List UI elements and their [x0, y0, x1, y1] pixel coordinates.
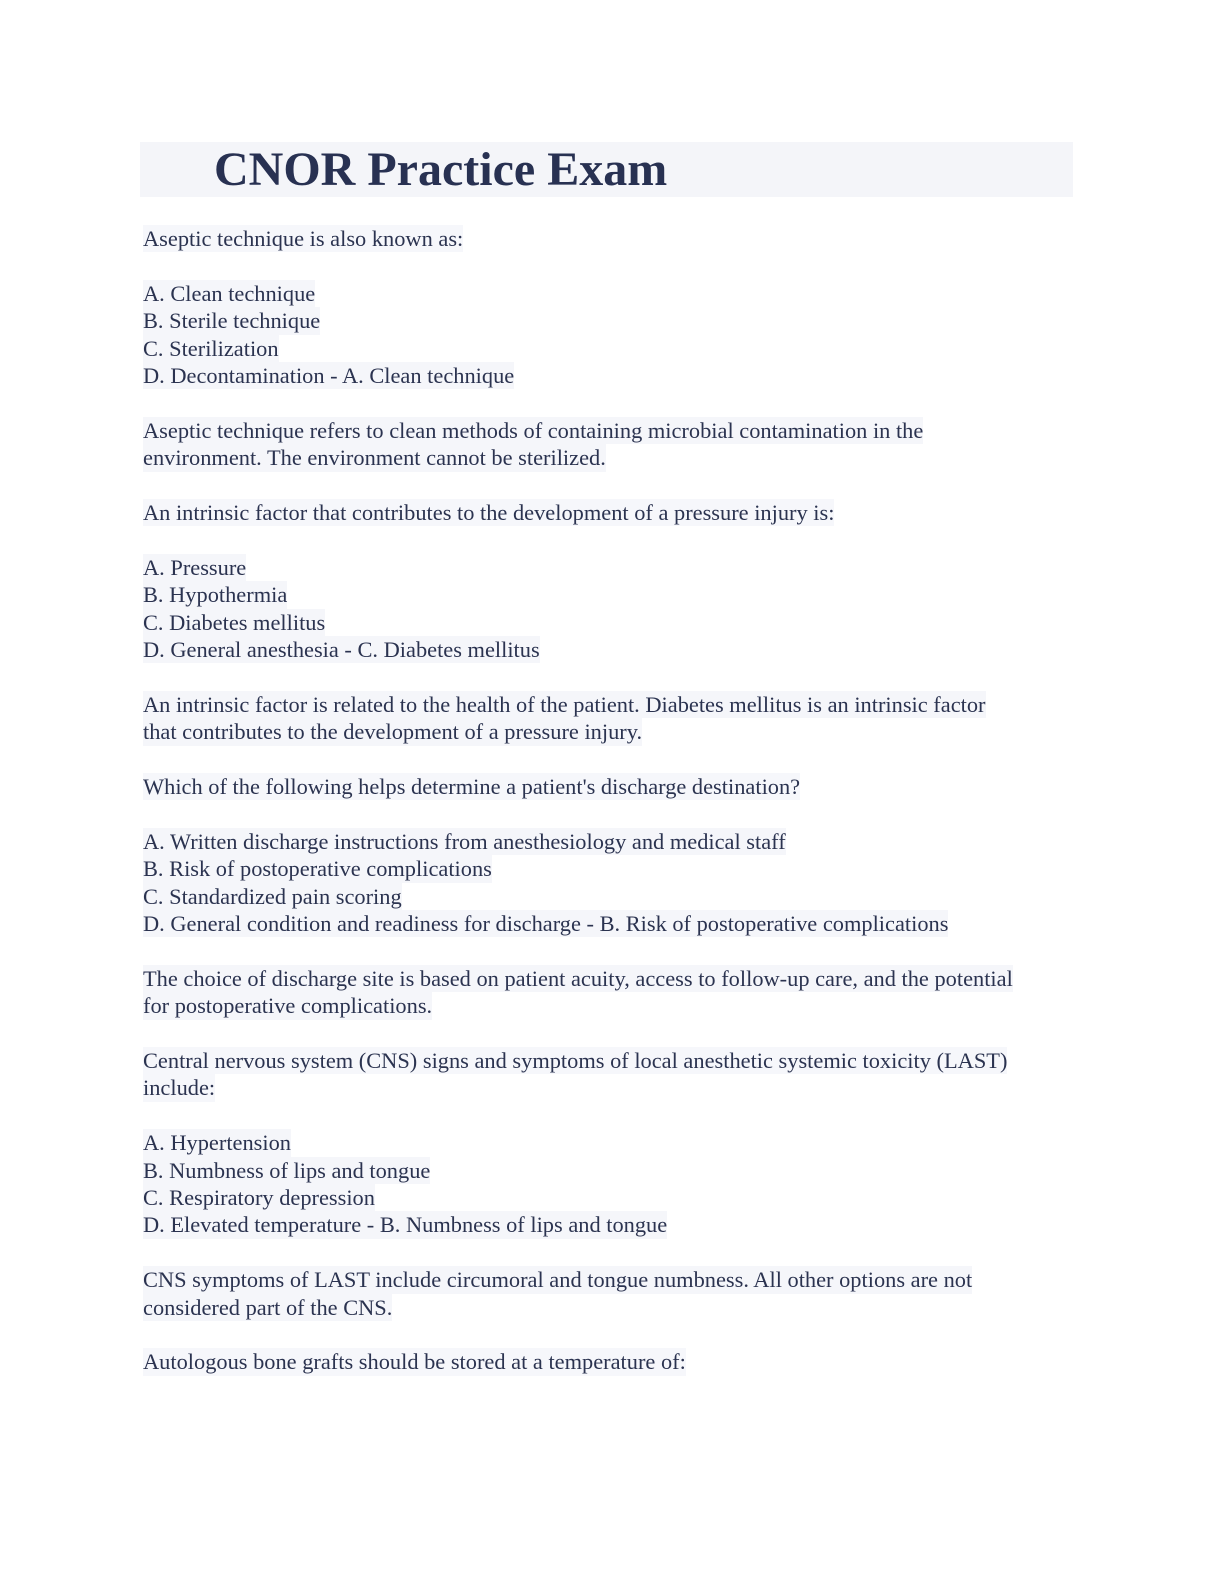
explanation-line: Aseptic technique refers to clean methods of containing microbial contamination in the	[143, 417, 924, 443]
question-line: An intrinsic factor that contributes to the development of a pressure injury is:	[143, 500, 835, 526]
explanation-line: environment. The environment cannot be sterilized.	[143, 445, 606, 471]
answer-option-with-answer: D. General condition and readiness for discharge - B. Risk of postoperative complications	[143, 911, 949, 937]
document-title: CNOR Practice Exam	[214, 143, 668, 196]
question-line: Which of the following helps determine a patient's discharge destination?	[143, 774, 801, 800]
answer-option-with-answer: D. Decontamination - A. Clean technique	[143, 363, 515, 389]
explanation-line: CNS symptoms of LAST include circumoral and tongue numbness. All other options are not	[143, 1267, 973, 1293]
question-text	[143, 499, 1078, 526]
answer-options	[143, 1129, 1078, 1239]
answer-options	[143, 280, 1078, 390]
explanation-line: that contributes to the development of a pressure injury.	[143, 719, 643, 745]
question-list	[143, 225, 1078, 1403]
explanation	[143, 965, 1078, 1020]
explanation	[143, 691, 1078, 746]
question-text	[143, 773, 1078, 800]
explanation	[143, 417, 1078, 472]
explanation-line: The choice of discharge site is based on patient acuity, access to follow-up care, and the potential	[143, 965, 1013, 991]
question-line: Central nervous system (CNS) signs and symptoms of local anesthetic systemic toxicity (LAST)	[143, 1048, 1008, 1074]
explanation	[143, 1266, 1078, 1321]
answer-option-with-answer: D. General anesthesia - C. Diabetes mellitus	[143, 637, 540, 663]
question-text	[143, 1348, 1078, 1375]
answer-option: B. Numbness of lips and tongue	[143, 1157, 431, 1183]
answer-option: B. Sterile technique	[143, 308, 321, 334]
question-line: include:	[143, 1075, 216, 1101]
answer-option: A. Written discharge instructions from anesthesiology and medical staff	[143, 828, 786, 854]
answer-options	[143, 554, 1078, 664]
answer-option: A. Clean technique	[143, 280, 316, 306]
explanation-line: considered part of the CNS.	[143, 1294, 393, 1320]
answer-option: C. Standardized pain scoring	[143, 883, 402, 909]
answer-option: B. Hypothermia	[143, 582, 288, 608]
answer-option: C. Sterilization	[143, 335, 279, 361]
question-line: Aseptic technique is also known as:	[143, 226, 464, 251]
answer-option: C. Respiratory depression	[143, 1185, 375, 1211]
answer-option: C. Diabetes mellitus	[143, 609, 326, 635]
explanation-line: for postoperative complications.	[143, 993, 433, 1019]
explanation-line: An intrinsic factor is related to the health of the patient. Diabetes mellitus is an intrinsic factor	[143, 691, 986, 717]
answer-option: A. Pressure	[143, 554, 247, 580]
answer-option: A. Hypertension	[143, 1130, 291, 1156]
question-line: Autologous bone grafts should be stored at a temperature of:	[143, 1349, 686, 1375]
answer-options	[143, 828, 1078, 938]
answer-option-with-answer: D. Elevated temperature - B. Numbness of lips and tongue	[143, 1212, 668, 1238]
answer-option: B. Risk of postoperative complications	[143, 856, 492, 882]
question-text	[143, 1047, 1078, 1102]
question-text	[143, 225, 1078, 252]
